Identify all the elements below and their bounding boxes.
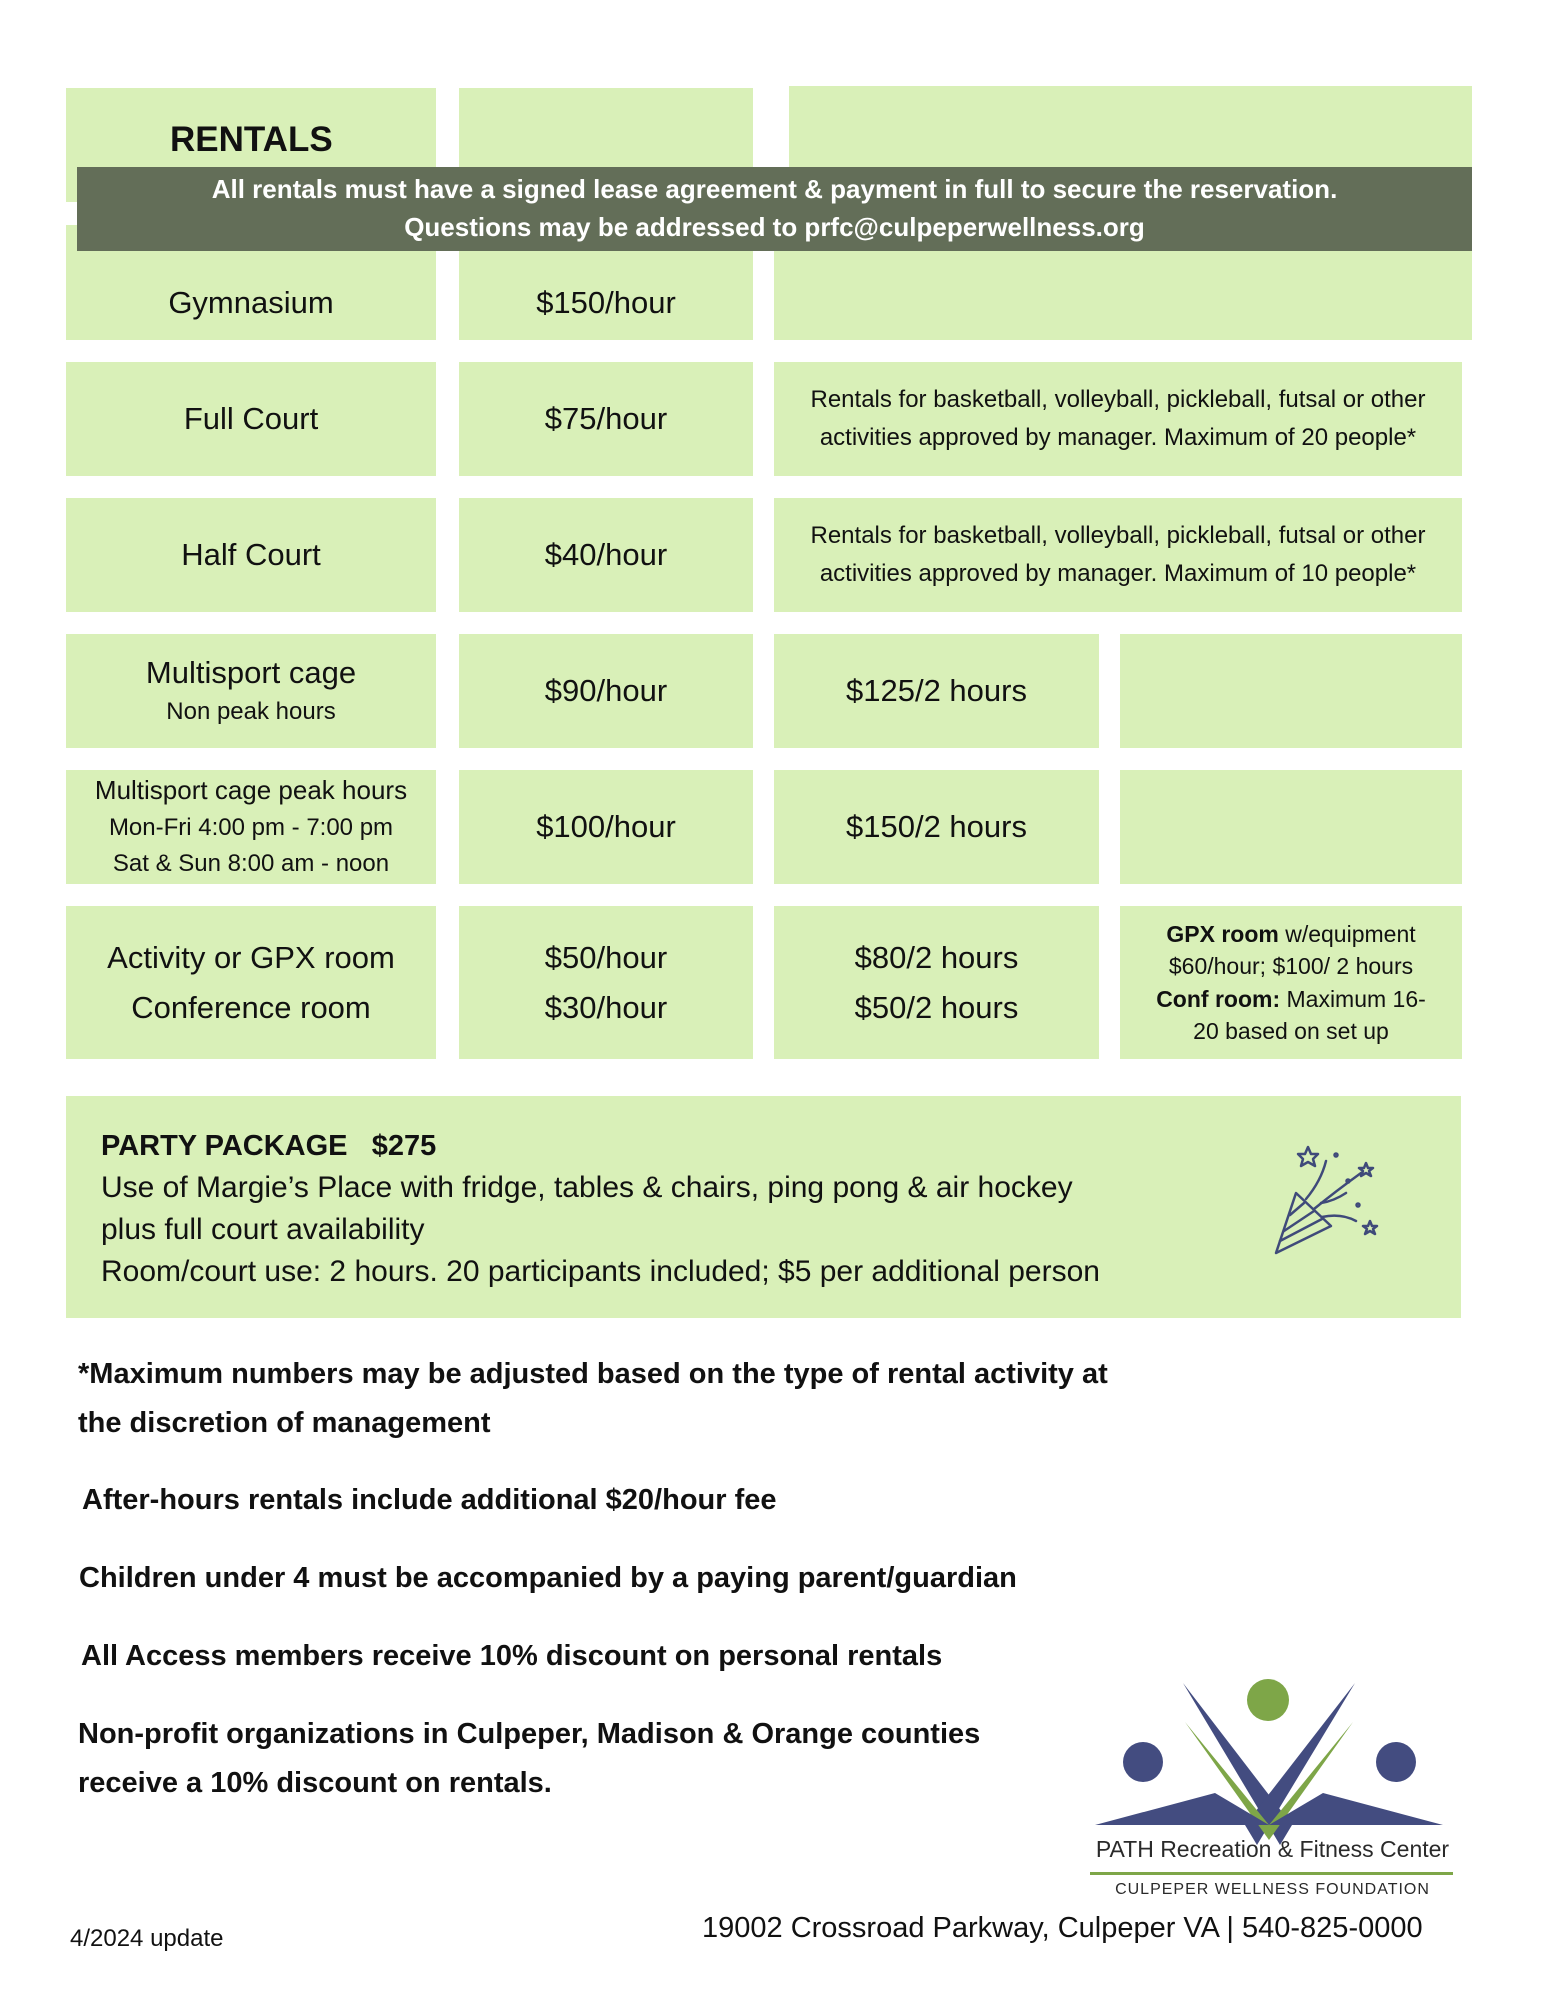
- activity-room-two-hours: $80/2 hours: [854, 939, 1019, 975]
- gpx-note-line-1: [1166, 918, 1415, 950]
- cage-peak-name: Multisport cage peak hours: [94, 775, 408, 806]
- party-line-2: plus full court availability: [101, 1212, 425, 1246]
- cage-peak-weekend: Sat & Sun 8:00 am - noon: [112, 849, 390, 877]
- full-court-name-cell: [66, 362, 436, 476]
- half-court-price: $40/hour: [544, 537, 668, 573]
- footnote-maximum: [78, 1350, 1108, 1449]
- footnote-maximum-line-2: the discretion of management: [78, 1407, 491, 1440]
- half-court-desc-line-2: activities approved by manager. Maximum of 10 people*: [819, 560, 1417, 587]
- party-package-box: [66, 1096, 1461, 1318]
- conf-note-bold: Conf room:: [1156, 985, 1281, 1012]
- cage-note-cell: [1120, 634, 1462, 748]
- full-court-price-cell: [459, 362, 753, 476]
- rooms-price-cell: [459, 906, 753, 1059]
- logo-subtitle: CULPEPER WELLNESS FOUNDATION: [1115, 1881, 1430, 1898]
- reservation-banner: [77, 167, 1472, 251]
- cage-peak-price-cell: [459, 770, 753, 884]
- conference-room-name: Conference room: [131, 989, 371, 1025]
- half-court-desc-line-1: Rentals for basketball, volleyball, pickleball, futsal or other: [810, 521, 1426, 549]
- update-date: 4/2024 update: [70, 1925, 224, 1952]
- page-title: RENTALS: [170, 120, 333, 159]
- logo-divider: [1090, 1872, 1453, 1875]
- party-line-1: Use of Margie’s Place with fridge, tables & chairs, ping pong & air hockey: [101, 1170, 1073, 1204]
- path-logo-icon: [1085, 1675, 1460, 1905]
- rooms-two-hours-cell: [774, 906, 1099, 1059]
- conf-note-line-2: 20 based on set up: [1193, 1017, 1389, 1044]
- footnote-nonprofit: [78, 1710, 980, 1809]
- footnote-nonprofit-line-1: Non-profit organizations in Culpeper, Madison & Orange counties: [78, 1718, 981, 1750]
- activity-room-name: Activity or GPX room: [107, 939, 395, 975]
- rooms-note-cell: [1120, 906, 1462, 1059]
- cage-two-hours-cell: [774, 634, 1099, 748]
- cage-two-hours: $125/2 hours: [846, 673, 1027, 709]
- full-court-desc-cell: [774, 362, 1462, 476]
- cage-price: $90/hour: [544, 673, 668, 709]
- conf-note-rest: Maximum 16-: [1280, 985, 1426, 1012]
- full-court-desc-line-2: activities approved by manager. Maximum of 20 people*: [819, 424, 1417, 451]
- party-line-3: Room/court use: 2 hours. 20 participants included; $5 per additional person: [101, 1254, 1100, 1288]
- half-court-price-cell: [459, 498, 753, 612]
- footnote-maximum-line-1: *Maximum numbers may be adjusted based on the type of rental activity at: [78, 1358, 1108, 1390]
- banner-line-2: Questions may be addressed to prfc@culpeperwellness.org: [404, 212, 1145, 242]
- gpx-note-rest: w/equipment: [1278, 921, 1416, 948]
- cage-peak-two-hours: $150/2 hours: [846, 809, 1027, 845]
- party-popper-icon: [1266, 1141, 1381, 1261]
- footnote-all-access: All Access members receive 10% discount on personal rentals: [81, 1640, 943, 1672]
- cage-peak-name-cell: [66, 770, 436, 884]
- cage-name: Multisport cage: [145, 655, 357, 691]
- half-court-name-cell: [66, 498, 436, 612]
- cage-peak-note-cell: [1120, 770, 1462, 884]
- half-court-name: Half Court: [181, 537, 321, 573]
- gpx-note-bold: GPX room: [1166, 921, 1279, 948]
- gym-price: $150/hour: [536, 284, 676, 320]
- conf-note-line-1: [1156, 983, 1426, 1015]
- half-court-desc-cell: [774, 498, 1462, 612]
- full-court-desc-line-1: Rentals for basketball, volleyball, pickleball, futsal or other: [810, 385, 1426, 413]
- logo-name: PATH Recreation & Fitness Center: [1095, 1836, 1450, 1862]
- gpx-note-line-2: $60/hour; $100/ 2 hours: [1168, 953, 1414, 980]
- cage-peak-price: $100/hour: [536, 809, 676, 845]
- cage-sub: Non peak hours: [166, 697, 336, 725]
- conference-room-two-hours: $50/2 hours: [854, 989, 1019, 1025]
- footnote-children: Children under 4 must be accompanied by a paying parent/guardian: [79, 1562, 1017, 1594]
- full-court-price: $75/hour: [544, 401, 668, 437]
- rooms-name-cell: [66, 906, 436, 1059]
- activity-room-price: $50/hour: [544, 939, 668, 975]
- cage-price-cell: [459, 634, 753, 748]
- footnote-nonprofit-line-2: receive a 10% discount on rentals.: [78, 1767, 552, 1800]
- address-phone: 19002 Crossroad Parkway, Culpeper VA | 540-825-0000: [702, 1912, 1423, 1944]
- full-court-name: Full Court: [183, 401, 319, 437]
- cage-peak-weekday: Mon-Fri 4:00 pm - 7:00 pm: [108, 813, 394, 841]
- banner-line-1: All rentals must have a signed lease agreement & payment in full to secure the reservation.: [211, 174, 1338, 205]
- gym-name: Gymnasium: [168, 284, 334, 320]
- conference-room-price: $30/hour: [544, 989, 668, 1025]
- party-heading: PARTY PACKAGE $275: [101, 1130, 437, 1162]
- cage-name-cell: [66, 634, 436, 748]
- footnote-after-hours: After-hours rentals include additional $20/hour fee: [82, 1484, 777, 1516]
- cage-peak-two-hours-cell: [774, 770, 1099, 884]
